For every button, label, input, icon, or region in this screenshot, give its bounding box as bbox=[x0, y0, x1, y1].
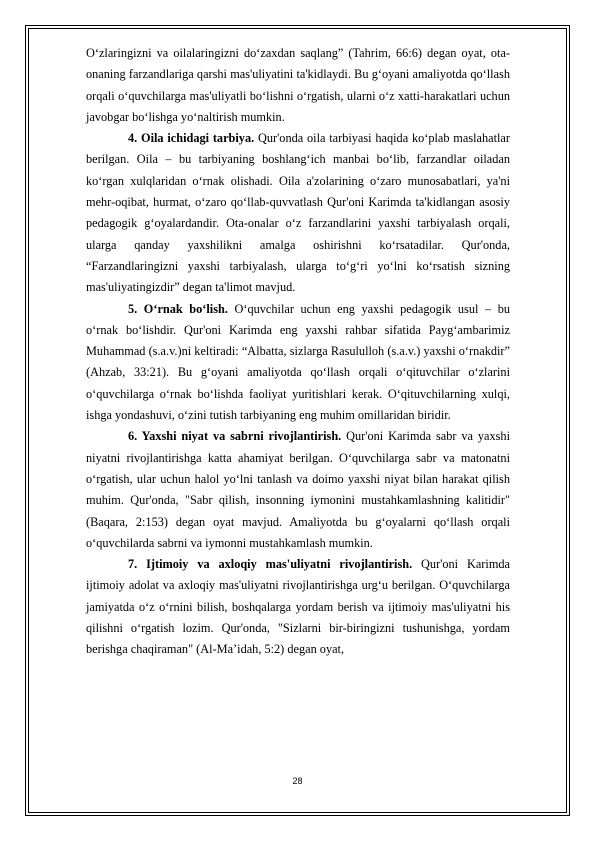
paragraph-text: O‘quvchilar uchun eng yaxshi pedagogik usul – bu o‘rnak bo‘lishdir. Qur'oni Karimda eng yaxshi rahbar sifatida Payg‘ambarimiz Muhammad (s.a.v.)ni keltiradi: “Albatta, sizlarga Rasululloh (s.a.v.) yaxshi o‘rnakdir” (Ahzab, 33:21). Bu g‘oyani amaliyotda qo‘llash orqali o‘qituvchilar o‘zlarini o‘quvchilarga o‘rnak bo‘lishda faoliyat yuritishlari kerak. O‘qituvchilarning xulqi, ishga yondashuvi, o‘zini tutish tarbiyaning eng muhim omillaridan biridir. bbox=[86, 301, 510, 423]
paragraph-role-model bbox=[86, 299, 510, 427]
paragraph-text: Qur'oni Karimda sabr va yaxshi niyatni rivojlantirishga katta ahamiyat berilgan. O‘quvchilarga sabr va matonatni o‘rgatish, ular uchun halol yo‘lni tanlash va doimo yaxshi niyat bilan harakat qilish muhim. Qur'onda, "Sabr qilish, insonning iymonini mustahkamlashning kalitidir" (Baqara, 2:153) degan oyat mavjud. Amaliyotda bu g‘oyalarni qo‘llash orqali o‘quvchilarda sabrni va iymonni mustahkamlash mumkin. bbox=[86, 429, 510, 550]
page-number: 28 bbox=[292, 776, 303, 786]
paragraph-text: Qur'onda oila tarbiyasi haqida ko‘plab maslahatlar berilgan. Oila – bu tarbiyaning boshlang‘ich manbai bo‘lib, farzandlar oiladan ko‘rgan xulqlaridan o‘rnak olishadi. Oila a'zolarining o‘zaro munosabatlari, ya'ni mehr-oqibat, hurmat, o‘zaro qo‘llab-quvvatlash Qur'oni Karimda ta'kidlangan asosiy pedagogik g‘oyalardandir. Ota-onalar o‘z farzandlarini yaxshi tarbiyalash orqali, ularga qanday yaxshilikni amalga oshirishni ko‘rsatadilar. Qur'onda, “Farzandlaringizni yaxshi tarbiyalash, ularga to‘g‘ri yo‘lni ko‘rsatish sizning mas'uliyatingizdir” degan ta'limot mavjud. bbox=[86, 131, 510, 295]
paragraph-text: O‘zlaringizni va oilalaringizni do‘zaxdan saqlang” (Tahrim, 66:6) degan oyat, ota-onaning farzandlariga qarshi mas'uliyatini ta'kidlaydi. Bu g‘oyani amaliyotda qo‘llash orqali o‘quvchilarga mas'uliyatli bo‘lishni o‘rgatish, ularni o‘z xatti-harakatlari uchun javobgar bo‘lishga yo‘naltirish mumkin. bbox=[86, 46, 510, 124]
paragraph-continuation bbox=[86, 43, 510, 128]
document-body bbox=[86, 43, 510, 661]
paragraph-social-responsibility bbox=[86, 554, 510, 660]
section-heading: 5. O‘rnak bo‘lish. bbox=[128, 301, 228, 316]
paragraph-patience bbox=[86, 426, 510, 554]
paragraph-text: Qur'oni Karimda ijtimoiy adolat va axloqiy mas'uliyatni rivojlantirishga urg‘u berilgan. O‘quvchilarga jamiyatda o‘z o‘rnini bilish, boshqalarga yordam berish va ijtimoiy mas'uliyatni his qilishni o‘rgatish lozim. Qur'onda, "Sizlarni bir-biringizni tushunishga, yordam berishga chaqiraman" (Al-Ma’idah, 5:2) degan oyat, bbox=[86, 557, 510, 657]
section-heading: 7. Ijtimoiy va axloqiy mas'uliyatni rivojlantirish. bbox=[128, 557, 413, 572]
section-heading: 4. Oila ichidagi tarbiya. bbox=[128, 131, 255, 146]
paragraph-family-upbringing bbox=[86, 128, 510, 298]
section-heading: 6. Yaxshi niyat va sabrni rivojlantirish. bbox=[128, 429, 342, 444]
